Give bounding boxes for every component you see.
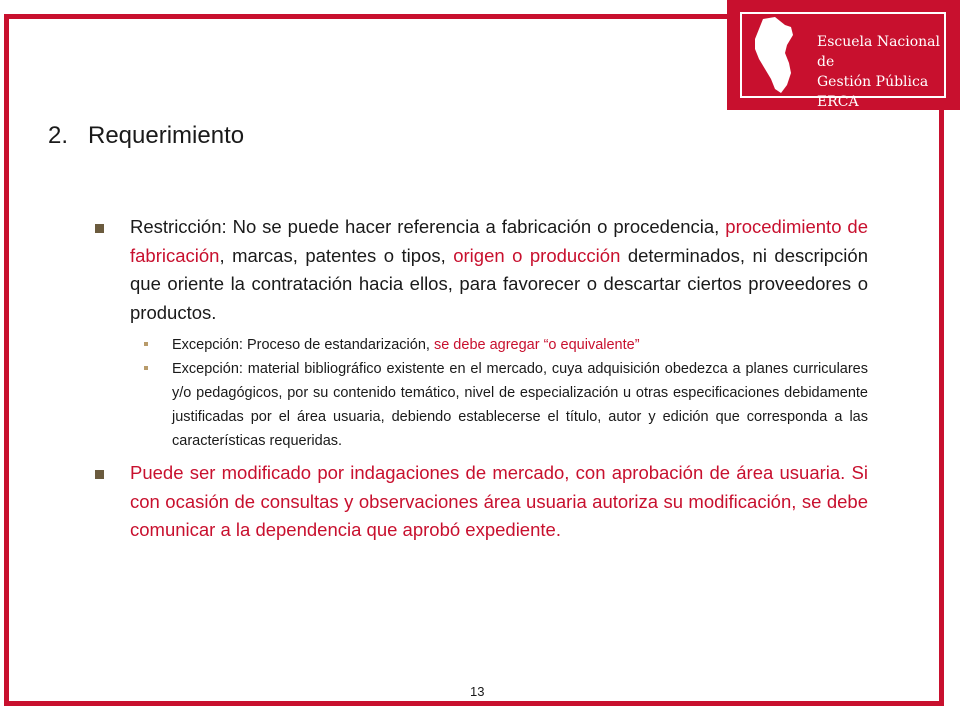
text-segment: , marcas, patentes o tipos, (219, 244, 454, 266)
text-segment: Excepción: Proceso de estandarización, (172, 337, 434, 353)
bullet-text (130, 213, 868, 327)
section-number: 2. (48, 122, 69, 149)
bullet-modificacion (90, 459, 868, 545)
peru-logo-icon (745, 15, 805, 95)
square-bullet-icon (95, 470, 104, 479)
slide-content (90, 213, 868, 551)
sub-bullet-text (172, 333, 868, 357)
text-segment-highlight: procedimiento de fabricación (130, 216, 869, 266)
text-segment-highlight: se debe agregar “o equivalente” (433, 337, 640, 353)
page-number: 13 (470, 684, 485, 699)
text-segment: Restricción: No se puede hacer referencia a fabricación o procedencia, (130, 216, 726, 237)
logo-line-1: Escuela Nacional de (817, 34, 941, 70)
sub-bullet-text (172, 357, 868, 453)
logo-line-2: Gestión Pública ERCA (817, 74, 929, 110)
sub-bullet-material (90, 357, 868, 453)
text-segment: determinados, ni descripción que oriente la contratación hacia ellos, para favorecer o descartar ciertos proveedores o productos. (130, 244, 868, 323)
square-bullet-icon (95, 224, 104, 233)
sub-bullet-estandarizacion (90, 333, 868, 357)
section-title: Requerimiento (88, 122, 245, 149)
small-square-bullet-icon (144, 342, 148, 346)
text-segment-highlight: Puede ser modificado por indagaciones de mercado, con aprobación de área usuaria. Si con ocasión de consultas y observaciones área usuaria autoriza su modificación, se debe comunicar a la dependencia que aprobó expediente. (130, 462, 868, 540)
bullet-restriccion (90, 213, 868, 327)
small-square-bullet-icon (144, 366, 148, 370)
text-segment: Excepción: material bibliográfico existente en el mercado, cuya adquisición obedezca a planes curriculares y/o pedagógicos, por su contenido temático, nivel de especialización u otras especificaciones debidamente justificadas por el área usuaria, debiendo establecerse el título, autor y edición que corresponda a las características requeridas. (172, 361, 868, 449)
bullet-text (130, 459, 868, 545)
logo-text (817, 32, 960, 112)
sub-bullet-list (90, 333, 868, 453)
section-heading (48, 122, 244, 150)
text-segment-highlight: origen o producción (453, 244, 621, 266)
